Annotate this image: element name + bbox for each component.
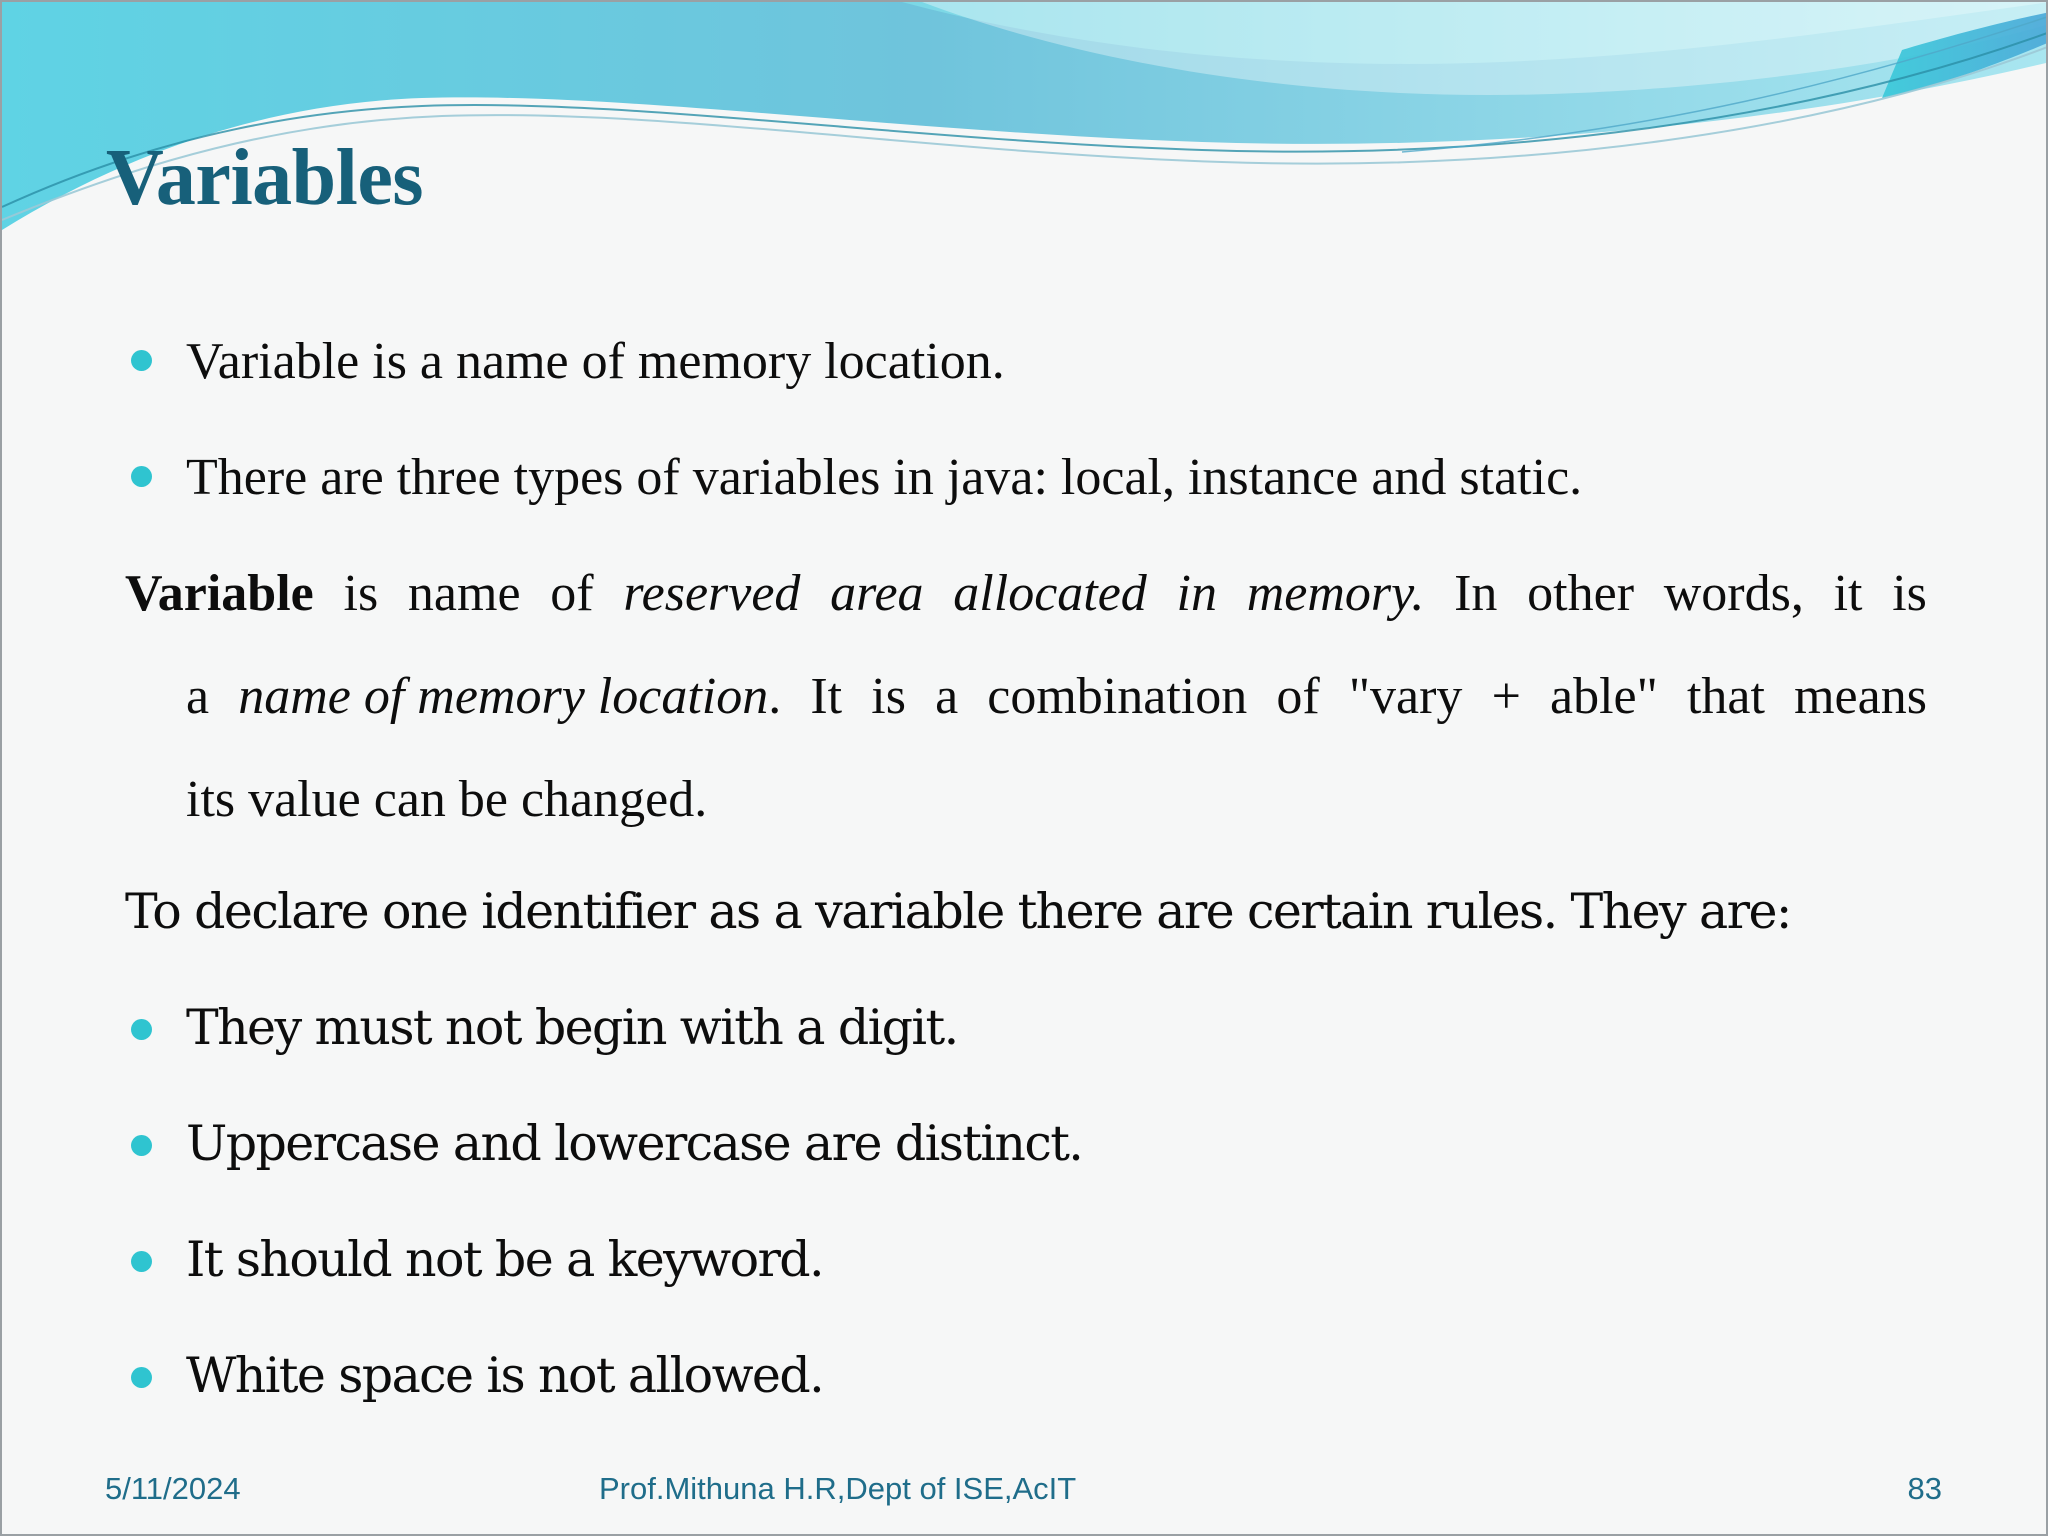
paragraph-italic-text: name of memory location bbox=[238, 668, 769, 725]
paragraph-word: is bbox=[1892, 565, 1927, 622]
bullet-icon bbox=[131, 466, 152, 487]
paragraph-word: . bbox=[768, 668, 782, 725]
paragraph-word: a bbox=[186, 668, 210, 725]
paragraph-word: name bbox=[407, 565, 521, 622]
paragraph-word: other bbox=[1527, 565, 1635, 622]
paragraph-word: It bbox=[810, 668, 843, 725]
bullet-text: There are three types of variables in java: local, instance and static. bbox=[186, 449, 1583, 506]
paragraph-word: memory. bbox=[1246, 565, 1425, 622]
paragraph-word: + bbox=[1491, 668, 1521, 725]
paragraph-word: is bbox=[343, 565, 379, 622]
paragraph-word: it bbox=[1833, 565, 1863, 622]
paragraph-line-1 bbox=[125, 560, 1927, 628]
bullet-icon bbox=[131, 1019, 152, 1040]
slide-title: Variables bbox=[106, 134, 424, 222]
paragraph-word: a bbox=[935, 668, 959, 725]
rule-text: They must not begin with a digit. bbox=[186, 999, 958, 1056]
paragraph-word: of bbox=[550, 565, 594, 622]
paragraph-word: able" bbox=[1550, 668, 1658, 725]
paragraph-word: words, bbox=[1663, 565, 1804, 622]
paragraph-word: Variable bbox=[125, 565, 314, 622]
bullet-text: Variable is a name of memory location. bbox=[186, 333, 1005, 390]
bullet-icon bbox=[131, 1251, 152, 1272]
rule-text: White space is not allowed. bbox=[186, 1347, 824, 1404]
paragraph-word: of bbox=[1276, 668, 1320, 725]
rule-text: Uppercase and lowercase are distinct. bbox=[186, 1115, 1083, 1172]
paragraph-word: allocated bbox=[953, 565, 1147, 622]
paragraph-word: in bbox=[1176, 565, 1217, 622]
paragraph-line-2 bbox=[186, 663, 1927, 731]
rule-text: It should not be a keyword. bbox=[186, 1231, 824, 1288]
bullet-icon bbox=[131, 1367, 152, 1388]
rules-intro: To declare one identifier as a variable there are certain rules. They are: bbox=[125, 883, 1791, 940]
paragraph-word: is bbox=[871, 668, 906, 725]
bullet-icon bbox=[131, 350, 152, 371]
footer-page-number: 83 bbox=[1907, 1471, 1942, 1506]
paragraph-word: means bbox=[1794, 668, 1927, 725]
paragraph-word: that bbox=[1686, 668, 1765, 725]
paragraph-line-3: its value can be changed. bbox=[186, 771, 708, 828]
paragraph-word: combination bbox=[987, 668, 1248, 725]
paragraph-word: "vary bbox=[1348, 668, 1463, 725]
footer-date: 5/11/2024 bbox=[105, 1471, 241, 1506]
bullet-icon bbox=[131, 1135, 152, 1156]
paragraph-word: area bbox=[830, 565, 924, 622]
paragraph-word: In bbox=[1454, 565, 1498, 622]
footer-author: Prof.Mithuna H.R,Dept of ISE,AcIT bbox=[599, 1471, 1077, 1506]
paragraph-word: reserved bbox=[623, 565, 801, 622]
paragraph-italic-phrase bbox=[238, 663, 781, 731]
